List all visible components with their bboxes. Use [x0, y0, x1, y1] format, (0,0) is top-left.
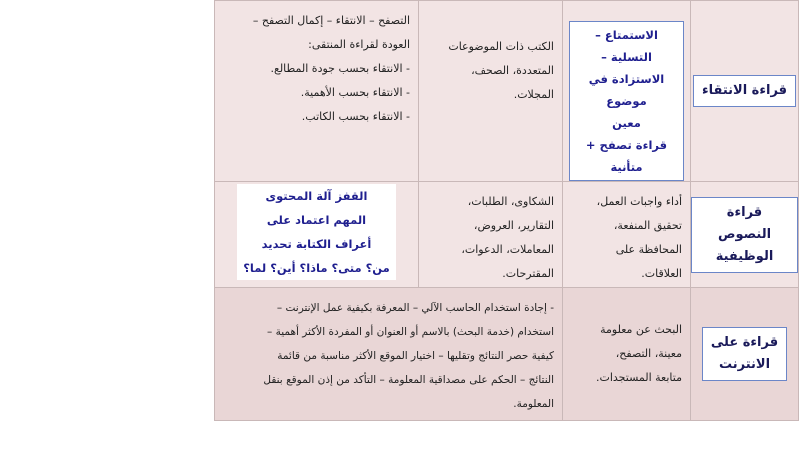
goals-cell [563, 288, 691, 421]
goals-cell [563, 182, 691, 288]
skills-highlight: القفز آلة المحتوى المهم اعتماد على أعراف الكتابة تحديد من؟ متى؟ ماذا؟ أين؟ لما؟ [237, 184, 396, 280]
row-heading: قراءة على الانترنت [702, 327, 787, 381]
skills-text: التصفح – الانتقاء – إكمال التصفح – العودة لقراءة المنتقى: - الانتقاء بحسب جودة المطالع. - الانتقاء بحسب الأهمية. - الانتقاء بحسب الكاتب. [252, 14, 410, 123]
materials-cell [419, 1, 563, 182]
row-heading-cell [691, 1, 799, 182]
table-row [215, 288, 799, 421]
goals-text: البحث عن معلومة معينة، التصفح، متابعة المستجدات. [595, 323, 682, 384]
row-heading: قراءة النصوص الوظيفية [691, 197, 798, 273]
skills-cell [215, 288, 563, 421]
materials-cell [419, 182, 563, 288]
reading-types-table [214, 0, 799, 421]
table-row [215, 1, 799, 182]
materials-text: الكتب ذات الموضوعات المتعددة، الصحف، المجلات. [448, 40, 554, 101]
materials-text: الشكاوى، الطلبات، التقارير، العروض، المعاملات، الدعوات، المقترحات. [461, 195, 554, 280]
goals-text: أداء واجبات العمل، تحقيق المنفعة، المحافظة على العلاقات. [596, 195, 682, 280]
goals-box: الاستمتاع – التسلية – الاستزادة في موضوع معين قراءة تصفح + متأنية [569, 21, 684, 181]
row-heading-cell [691, 182, 799, 288]
row-heading: قراءة الانتقاء [693, 75, 796, 107]
table-row [215, 182, 799, 288]
skills-text: - إجادة استخدام الحاسب الآلي – المعرفة بكيفية عمل الإنترنت – استخدام (خدمة البحث) بالاسم أو العنوان أو المفردة الأكثر أهمية – كيفية حصر النتائج وتقليها – اختيار الموقع الأكثر مناسبة من قائمة النتائج – الحكم على مصداقية المعلومة – التأكد من إذن الموقع بنقل المعلومة. [263, 302, 554, 410]
row-heading-cell [691, 288, 799, 421]
skills-cell [215, 1, 419, 182]
skills-cell [215, 182, 419, 288]
goals-cell [563, 1, 691, 182]
